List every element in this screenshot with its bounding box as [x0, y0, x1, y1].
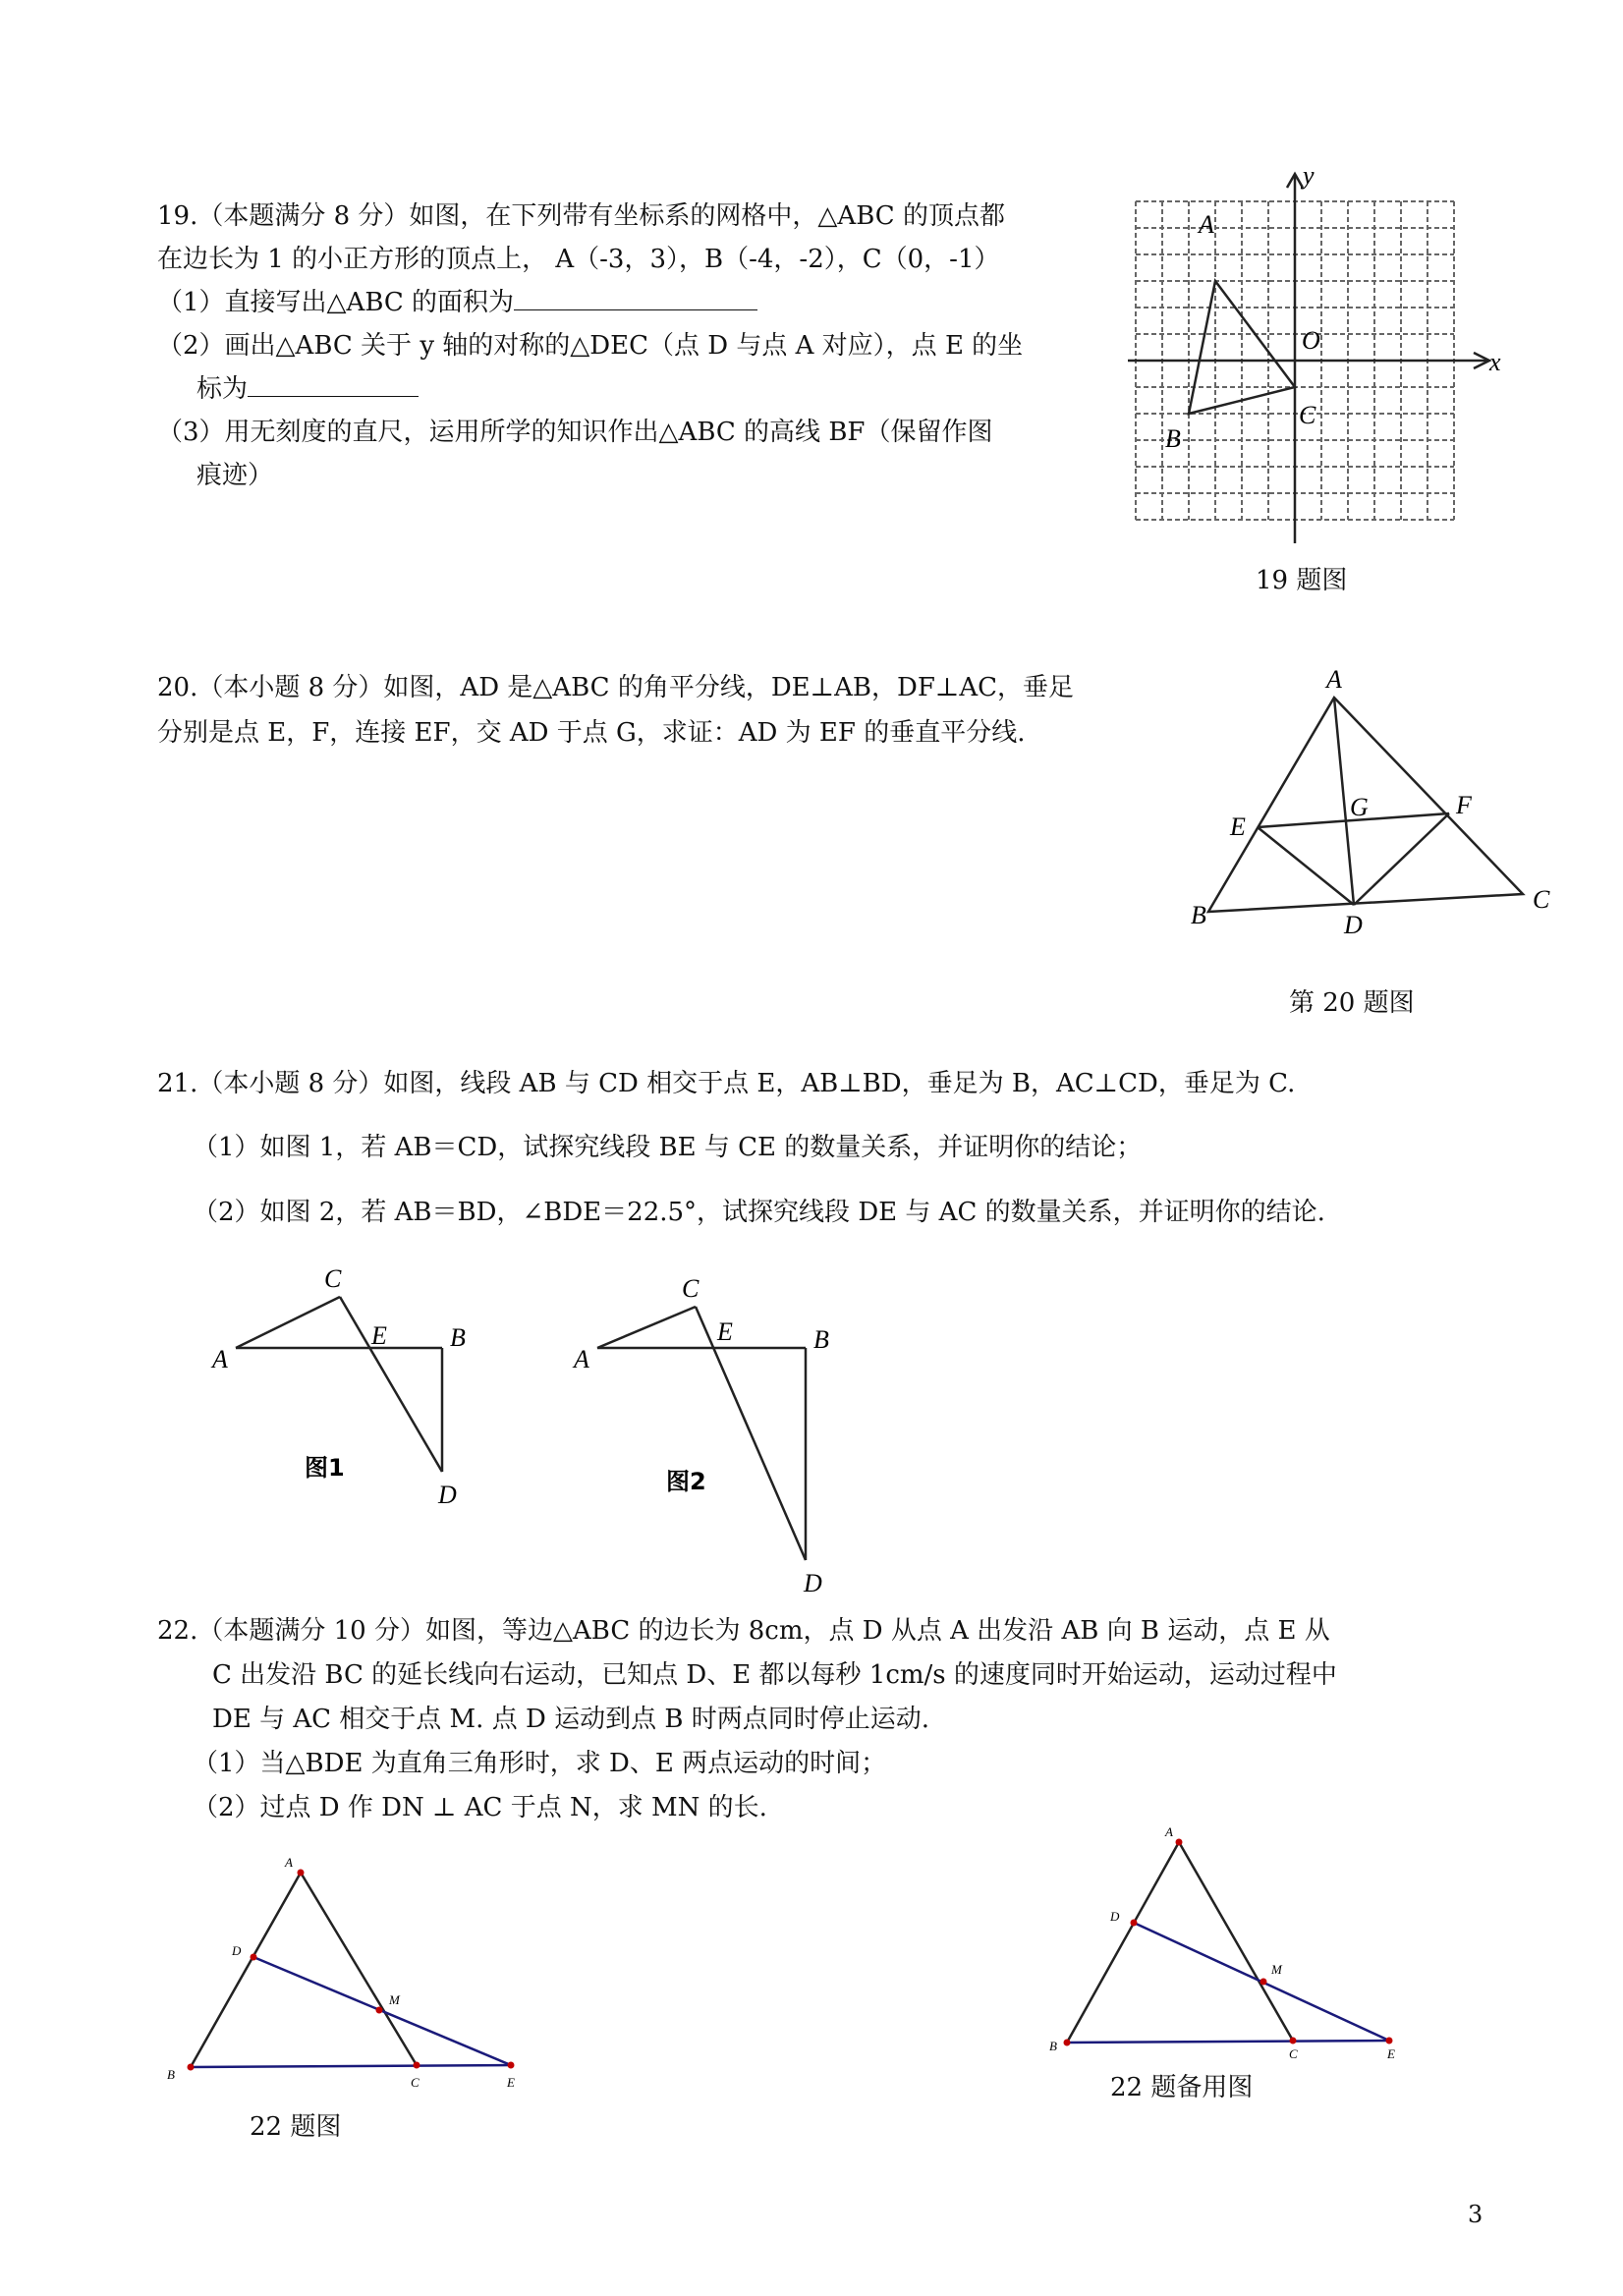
q19-line2: 在边长为 1 的小正方形的顶点上， A（-3，3），B（-4，-2），C（0，-1） — [157, 245, 1000, 274]
q22-backup-caption: 22 题备用图 — [1110, 2073, 1254, 2102]
q22-caption: 22 题图 — [250, 2112, 342, 2142]
fig1-label-d: D — [438, 1481, 457, 1509]
q21-figure-2 — [597, 1307, 806, 1560]
q22-part2: （2）过点 D 作 DN ⊥ AC 于点 N，求 MN 的长. — [193, 1793, 767, 1822]
fig2-caption: 图2 — [666, 1468, 706, 1495]
q19-part3-cont: 痕迹） — [196, 461, 274, 490]
origin-label: O — [1302, 326, 1320, 355]
answer-blank — [514, 284, 757, 310]
q20-line2: 分别是点 E，F，连接 EF，交 AD 于点 G，求证：AD 为 EF 的垂直平分线. — [157, 718, 1026, 748]
x-axis-label: x — [1489, 348, 1501, 376]
point-label-d: D — [1344, 911, 1363, 939]
fig2-label-d: D — [804, 1569, 822, 1597]
point-label-c: C — [1289, 2046, 1298, 2058]
point-label-c: C — [411, 2075, 420, 2090]
point-label-d: D — [232, 1943, 242, 1958]
q20-line1: 20.（本小题 8 分）如图，AD 是△ABC 的角平分线，DE⊥AB，DF⊥AC，垂足 — [157, 673, 1074, 702]
q19-header: 19.（本题满分 8 分）如图，在下列带有坐标系的网格中，△ABC 的顶点都 — [157, 201, 1005, 231]
answer-blank — [248, 370, 419, 397]
point-label-a: A — [1326, 665, 1342, 694]
q19-part2-cont: 标为 — [196, 369, 419, 409]
q21-part1: （1）如图 1，若 AB＝CD，试探究线段 BE 与 CE 的数量关系，并证明你的结论； — [193, 1133, 1143, 1162]
point-label-d: D — [1110, 1909, 1120, 1924]
point-label-c: C — [1533, 885, 1550, 914]
q22-backup-figure — [1032, 1822, 1425, 2058]
q19-part1: （1）直接写出△ABC 的面积为 — [157, 283, 757, 322]
fig2-label-a: A — [574, 1345, 589, 1373]
q20-caption: 第 20 题图 — [1289, 988, 1415, 1018]
q19-caption: 19 题图 — [1256, 566, 1348, 595]
fig1-label-b: B — [450, 1323, 466, 1352]
point-label-a: A — [1165, 1824, 1173, 1839]
point-label-e: E — [507, 2075, 515, 2090]
point-label-f: F — [1456, 791, 1472, 819]
q22-line1: 22.（本题满分 10 分）如图，等边△ABC 的边长为 8cm，点 D 从点 A 出发沿 AB 向 B 运动，点 E 从 — [157, 1616, 1330, 1646]
point-label-b: B — [1165, 424, 1181, 453]
q21-part2: （2）如图 2，若 AB＝BD，∠BDE＝22.5°，试探究线段 DE 与 AC 的数量关系，并证明你的结论. — [193, 1198, 1325, 1227]
q21-figures — [196, 1248, 884, 1611]
y-axis-label: y — [1303, 162, 1315, 190]
q22-figure — [157, 1847, 550, 2102]
point-label-b: B — [167, 2067, 175, 2082]
point-label-g: G — [1350, 793, 1369, 821]
q19-part3: （3）用无刻度的直尺，运用所学的知识作出△ABC 的高线 BF（保留作图 — [157, 418, 993, 447]
point-label-m: M — [1271, 1962, 1282, 1977]
point-label-e: E — [1387, 2046, 1395, 2058]
q22-line2: C 出发沿 BC 的延长线向右运动，已知点 D、E 都以每秒 1cm/s 的速度同时开始运动，运动过程中 — [212, 1660, 1337, 1690]
fig2-label-c: C — [682, 1274, 700, 1303]
q21-figure-1 — [236, 1297, 442, 1472]
q22-part1: （1）当△BDE 为直角三角形时，求 D、E 两点运动的时间； — [193, 1749, 887, 1778]
point-label-c: C — [1299, 401, 1316, 429]
point-label-b: B — [1191, 901, 1206, 929]
fig2-label-b: B — [813, 1325, 829, 1354]
q22-line3: DE 与 AC 相交于点 M. 点 D 运动到点 B 时两点同时停止运动. — [212, 1705, 929, 1734]
page-number: 3 — [1468, 2201, 1483, 2228]
q19-part2: （2）画出△ABC 关于 y 轴的对称的△DEC（点 D 与点 A 对应），点 E 的坐 — [157, 331, 1024, 361]
fig1-label-e: E — [371, 1321, 387, 1350]
fig1-label-c: C — [324, 1264, 342, 1293]
point-label-e: E — [1230, 812, 1246, 841]
fig1-caption: 图1 — [305, 1454, 345, 1482]
point-label-a: A — [1199, 210, 1214, 239]
point-label-a: A — [285, 1855, 293, 1870]
fig1-label-a: A — [212, 1345, 228, 1373]
point-label-m: M — [389, 1992, 400, 2007]
point-label-b: B — [1049, 2039, 1057, 2053]
q20-triangle-figure — [1179, 658, 1572, 953]
q21-line1: 21.（本小题 8 分）如图，线段 AB 与 CD 相交于点 E，AB⊥BD，垂足为 B，AC⊥CD，垂足为 C. — [157, 1069, 1296, 1098]
fig2-label-e: E — [717, 1317, 733, 1346]
q19-coordinate-grid-figure — [1120, 162, 1523, 555]
